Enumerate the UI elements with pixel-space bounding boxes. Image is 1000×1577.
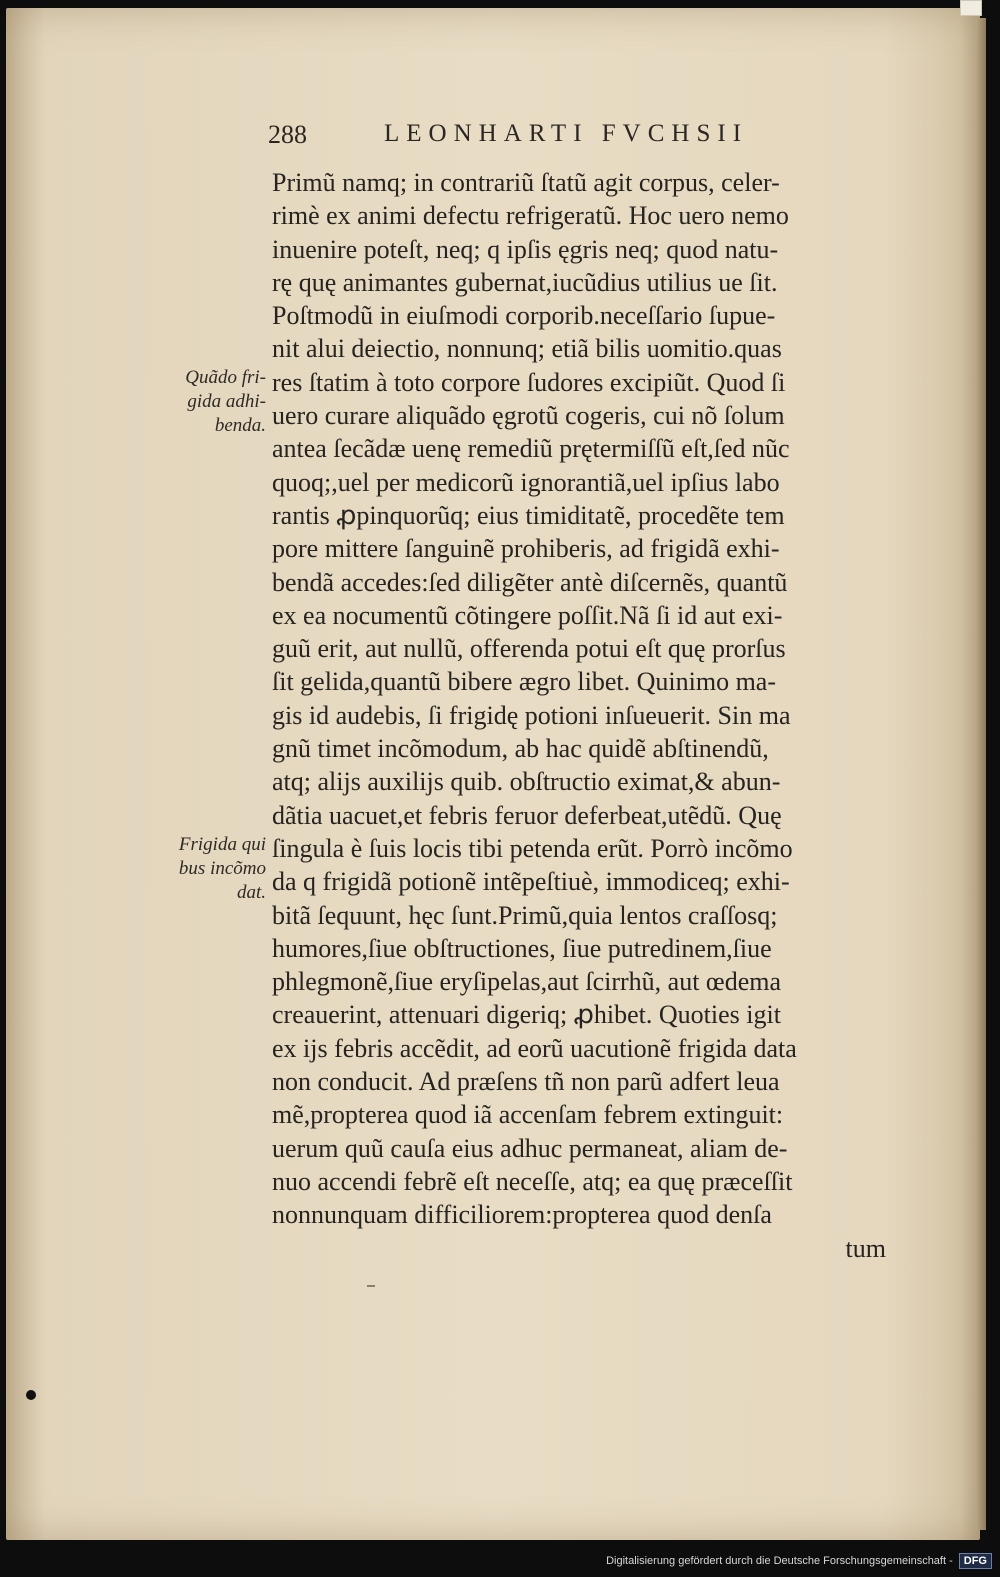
text-line: uero curare aliquãdo ęgrotũ cogeris, cui nõ ſolum (272, 401, 785, 431)
text-line: bendã accedes:ſed diligẽter antè diſcernẽs, quantũ (272, 567, 788, 597)
text-line: ſingula è ſuis locis tibi petenda erũt. Porrò incõmo (272, 833, 793, 863)
margin-note-line: dat. (236, 882, 266, 903)
text-line: humores,ſiue obſtructiones, ſiue putredinem,ſiue (272, 933, 772, 963)
margin-note-line: Quãdo fri- (185, 367, 266, 388)
text-line: ex ea nocumentũ cõtingere poſſit.Nã ſi id aut exi- (272, 600, 783, 630)
text-line: gnũ timet incõmodum, ab hac quidẽ abſtinendũ, (272, 734, 769, 764)
text-line: Poſtmodũ in eiuſmodi corporib.neceſſario ſupue- (272, 301, 776, 331)
catchword: tum (845, 1233, 886, 1263)
digitization-footer (600, 1550, 992, 1572)
dfg-logo: DFG (959, 1553, 992, 1569)
page-tab (960, 0, 982, 16)
text-line: non conducit. Ad præſens tñ non parũ adfert leua (272, 1067, 780, 1097)
margin-note (158, 366, 266, 438)
margin-note-line: benda. (214, 415, 266, 436)
page-edge (976, 18, 986, 1530)
text-line: inuenire poteſt, neq; q ipſis ęgris neq; quod natu- (272, 234, 779, 264)
running-head: LEONHARTI FVCHSII (384, 120, 749, 147)
text-line: mẽ,propterea quod iã accenſam febrem extinguit: (272, 1100, 784, 1130)
text-line: dãtia uacuet,et febris feruor deferbeat,utẽdũ. Quę (272, 800, 782, 830)
text-line: antea ſecãdæ uenę remediũ prętermiſſũ eſt,ſed nũc (272, 434, 790, 464)
text-line: rantis ꝓpinquorũq; eius timiditatẽ, procedẽte tem (272, 500, 785, 530)
text-line: gis id audebis, ſi frigidę potioni inſueuerit. Sin ma (272, 700, 791, 730)
text-line: bitã ſequunt, hęc ſunt.Primũ,quia lentos craſſosq; (272, 900, 778, 930)
text-line: rimè ex animi defectu refrigeratũ. Hoc uero nemo (272, 201, 789, 231)
text-line: guũ erit, aut nullũ, offerenda potui eſt quę prorſus (272, 634, 786, 664)
page-number: 288 (268, 120, 307, 149)
text-line: rę quę animantes gubernat,iucũdius utilius ue ſit. (272, 267, 778, 297)
text-line: da q frigidã potionẽ intẽpeſtiuè, immodiceq; exhi- (272, 867, 790, 897)
text-line: res ſtatim à toto corpore ſudores excipiũt. Quod ſi (272, 367, 786, 397)
text-line: ex ijs febris accẽdit, ad eorũ uacutionẽ frigida data (272, 1033, 797, 1063)
text-line: nuo accendi febrẽ eſt neceſſe, atq; ea quę præceſſit (272, 1166, 793, 1196)
ink-smudge (367, 1285, 375, 1287)
text-line: quoq;,uel per medicorũ ignorantiã,uel ipſius labo (272, 467, 780, 497)
text-line: atq; alijs auxilijs quib. obſtructio eximat,& abun- (272, 767, 781, 797)
text-line: Primũ namq; in contrariũ ſtatũ agit corpus, celer- (272, 168, 780, 197)
text-line: ſit gelida,quantũ bibere ægro libet. Quinimo ma- (272, 667, 777, 697)
text-line: creauerint, attenuari digeriq; ꝓhibet. Quoties igit (272, 1000, 781, 1030)
margin-note (158, 833, 266, 905)
body-text (272, 166, 892, 1265)
funding-credit: Digitalisierung gefördert durch die Deutsche Forschungsgemeinschaft - (606, 1555, 953, 1567)
text-line: nonnunquam difficiliorem:propterea quod denſa (272, 1200, 772, 1230)
margin-note-line: bus incõmo (178, 858, 266, 879)
text-line: phlegmonẽ,ſiue eryſipelas,aut ſcirrhũ, aut œdema (272, 967, 781, 997)
margin-note-line: Frigida qui (178, 834, 266, 855)
text-line: pore mittere ſanguinẽ prohiberis, ad frigidã exhi- (272, 534, 780, 564)
page-header (262, 118, 822, 152)
text-line: nit alui deiectio, nonnunq; etiã bilis uomitio.quas (272, 334, 782, 364)
text-line: uerum quũ cauſa eius adhuc permaneat, aliam de- (272, 1133, 788, 1163)
ink-dot (26, 1390, 36, 1400)
margin-note-line: gida adhi- (187, 391, 266, 412)
